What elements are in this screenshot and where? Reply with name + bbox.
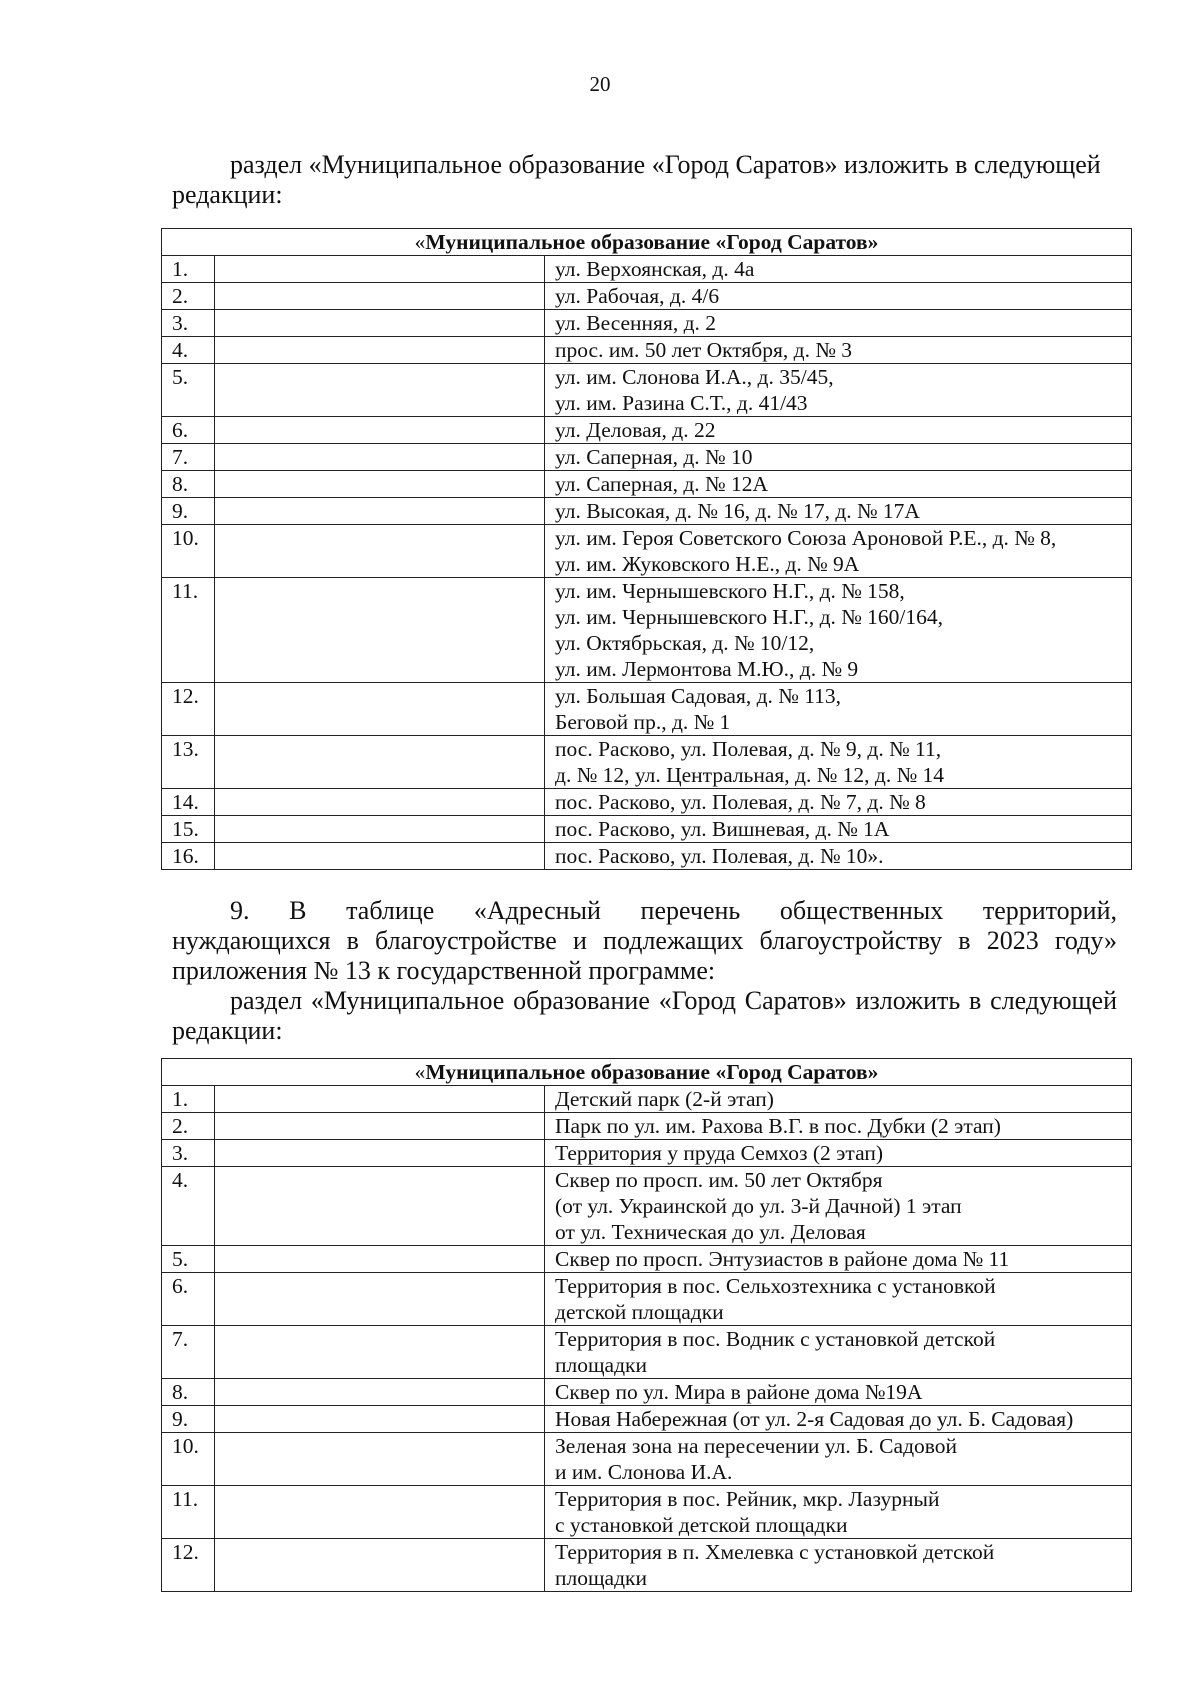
empty-cell — [215, 736, 545, 789]
row-number: 8. — [162, 1379, 215, 1406]
empty-cell — [215, 283, 545, 310]
empty-cell — [215, 1113, 545, 1140]
item9-line1: 9. В таблице «Адресный перечень общественных территорий, — [230, 896, 1117, 925]
empty-cell — [215, 417, 545, 444]
empty-cell — [215, 1326, 545, 1379]
table-row — [162, 789, 1132, 816]
empty-cell — [215, 789, 545, 816]
intro-paragraph — [172, 150, 1117, 210]
table-header — [162, 1059, 1132, 1086]
address-cell: пос. Расково, ул. Полевая, д. № 10». — [545, 843, 1132, 870]
address-cell: ул. им. Слонова И.А., д. 35/45, ул. им. Разина С.Т., д. 41/43 — [545, 364, 1132, 417]
empty-cell — [215, 683, 545, 736]
empty-cell — [215, 1486, 545, 1539]
empty-cell — [215, 498, 545, 525]
empty-cell — [215, 578, 545, 683]
header-title: Муниципальное образование «Город Саратов» — [425, 230, 879, 254]
table-row — [162, 337, 1132, 364]
item9-paragraph — [172, 896, 1117, 1046]
table-row — [162, 364, 1132, 417]
row-number: 16. — [162, 843, 215, 870]
address-cell: прос. им. 50 лет Октября, д. № 3 — [545, 337, 1132, 364]
header-title: Муниципальное образование «Город Саратов» — [425, 1060, 879, 1084]
row-number: 12. — [162, 683, 215, 736]
address-cell: пос. Расково, ул. Полевая, д. № 9, д. № 11, д. № 12, ул. Центральная, д. № 12, д. № 14 — [545, 736, 1132, 789]
empty-cell — [215, 337, 545, 364]
table-row — [162, 498, 1132, 525]
address-cell: Территория в п. Хмелевка с установкой детской площадки — [545, 1539, 1132, 1592]
table-row — [162, 444, 1132, 471]
row-number: 2. — [162, 283, 215, 310]
row-number: 11. — [162, 578, 215, 683]
address-cell: пос. Расково, ул. Полевая, д. № 7, д. № 8 — [545, 789, 1132, 816]
row-number: 14. — [162, 789, 215, 816]
table-row — [162, 525, 1132, 578]
row-number: 9. — [162, 1406, 215, 1433]
address-cell: Территория в пос. Сельхозтехника с установкой детской площадки — [545, 1273, 1132, 1326]
empty-cell — [215, 1433, 545, 1486]
row-number: 1. — [162, 1086, 215, 1113]
table-body — [162, 256, 1132, 870]
table-row — [162, 1379, 1132, 1406]
row-number: 4. — [162, 1167, 215, 1246]
empty-cell — [215, 310, 545, 337]
table-row — [162, 1140, 1132, 1167]
table-row — [162, 256, 1132, 283]
empty-cell — [215, 1273, 545, 1326]
address-cell: Новая Набережная (от ул. 2-я Садовая до ул. Б. Садовая) — [545, 1406, 1132, 1433]
row-number: 15. — [162, 816, 215, 843]
table-row — [162, 1246, 1132, 1273]
row-number: 12. — [162, 1539, 215, 1592]
page-number: 20 — [589, 72, 611, 96]
address-cell: Зеленая зона на пересечении ул. Б. Садовой и им. Слонова И.А. — [545, 1433, 1132, 1486]
row-number: 5. — [162, 1246, 215, 1273]
table-row — [162, 1086, 1132, 1113]
row-number: 10. — [162, 1433, 215, 1486]
row-number: 13. — [162, 736, 215, 789]
address-cell: ул. Большая Садовая, д. № 113, Беговой пр., д. № 1 — [545, 683, 1132, 736]
address-cell: Территория в пос. Водник с установкой детской площадки — [545, 1326, 1132, 1379]
table-header-row — [162, 1059, 1132, 1086]
table-header — [162, 229, 1132, 256]
empty-cell — [215, 256, 545, 283]
address-table-houses — [161, 228, 1132, 870]
table-row — [162, 1486, 1132, 1539]
table-row — [162, 683, 1132, 736]
table-row — [162, 1167, 1132, 1246]
table-row — [162, 310, 1132, 337]
empty-cell — [215, 816, 545, 843]
table-row — [162, 843, 1132, 870]
empty-cell — [215, 1140, 545, 1167]
row-number: 4. — [162, 337, 215, 364]
address-cell: ул. Высокая, д. № 16, д. № 17, д. № 17А — [545, 498, 1132, 525]
empty-cell — [215, 1086, 545, 1113]
address-cell: Территория в пос. Рейник, мкр. Лазурный с установкой детской площадки — [545, 1486, 1132, 1539]
empty-cell — [215, 843, 545, 870]
row-number: 5. — [162, 364, 215, 417]
empty-cell — [215, 471, 545, 498]
header-open-quote: « — [414, 230, 426, 254]
empty-cell — [215, 525, 545, 578]
address-cell: Сквер по просп. им. 50 лет Октября (от ул. Украинской до ул. 3-й Дачной) 1 этап от ул. Техническая до ул. Деловая — [545, 1167, 1132, 1246]
item9-line3: приложения № 13 к государственной программе: — [172, 956, 716, 985]
address-cell: ул. им. Чернышевского Н.Г., д. № 158, ул. им. Чернышевского Н.Г., д. № 160/164, ул. Октябрьская, д. № 10/12, ул. им. Лермонтова М.Ю., д. № 9 — [545, 578, 1132, 683]
row-number: 7. — [162, 444, 215, 471]
row-number: 1. — [162, 256, 215, 283]
address-cell: пос. Расково, ул. Вишневая, д. № 1А — [545, 816, 1132, 843]
row-number: 9. — [162, 498, 215, 525]
item9-line4: раздел «Муниципальное образование «Город Саратов» изложить в следующей редакции: — [172, 986, 1117, 1045]
address-cell: ул. Верхоянская, д. 4а — [545, 256, 1132, 283]
table-row — [162, 1433, 1132, 1486]
empty-cell — [215, 1406, 545, 1433]
row-number: 3. — [162, 1140, 215, 1167]
address-cell: ул. Деловая, д. 22 — [545, 417, 1132, 444]
address-cell: Парк по ул. им. Рахова В.Г. в пос. Дубки (2 этап) — [545, 1113, 1132, 1140]
table-row — [162, 1273, 1132, 1326]
address-cell: ул. Саперная, д. № 10 — [545, 444, 1132, 471]
address-cell: Сквер по ул. Мира в районе дома №19А — [545, 1379, 1132, 1406]
address-cell: ул. Саперная, д. № 12А — [545, 471, 1132, 498]
address-cell: Детский парк (2-й этап) — [545, 1086, 1132, 1113]
table-row — [162, 471, 1132, 498]
table-header-row — [162, 229, 1132, 256]
intro-text: раздел «Муниципальное образование «Город Саратов» изложить в следующей редакции: — [172, 150, 1101, 209]
table-body — [162, 1086, 1132, 1592]
address-cell: ул. им. Героя Советского Союза Ароновой Р.Е., д. № 8, ул. им. Жуковского Н.Е., д. № 9А — [545, 525, 1132, 578]
address-table-public-territories — [161, 1058, 1132, 1592]
address-cell: Сквер по просп. Энтузиастов в районе дома № 11 — [545, 1246, 1132, 1273]
row-number: 10. — [162, 525, 215, 578]
address-cell: Территория у пруда Семхоз (2 этап) — [545, 1140, 1132, 1167]
empty-cell — [215, 444, 545, 471]
table-row — [162, 417, 1132, 444]
table-row — [162, 1406, 1132, 1433]
row-number: 11. — [162, 1486, 215, 1539]
table-row — [162, 736, 1132, 789]
header-open-quote: « — [414, 1060, 426, 1084]
empty-cell — [215, 1246, 545, 1273]
row-number: 7. — [162, 1326, 215, 1379]
table-row — [162, 1113, 1132, 1140]
empty-cell — [215, 1167, 545, 1246]
table-row — [162, 283, 1132, 310]
table-row — [162, 1539, 1132, 1592]
table-row — [162, 1326, 1132, 1379]
table-row — [162, 816, 1132, 843]
row-number: 3. — [162, 310, 215, 337]
address-cell: ул. Весенняя, д. 2 — [545, 310, 1132, 337]
row-number: 8. — [162, 471, 215, 498]
row-number: 6. — [162, 1273, 215, 1326]
empty-cell — [215, 1539, 545, 1592]
address-cell: ул. Рабочая, д. 4/6 — [545, 283, 1132, 310]
empty-cell — [215, 1379, 545, 1406]
row-number: 2. — [162, 1113, 215, 1140]
table-row — [162, 578, 1132, 683]
row-number: 6. — [162, 417, 215, 444]
empty-cell — [215, 364, 545, 417]
item9-line2: нуждающихся в благоустройстве и подлежащих благоустройству в 2023 году» — [172, 926, 1117, 955]
